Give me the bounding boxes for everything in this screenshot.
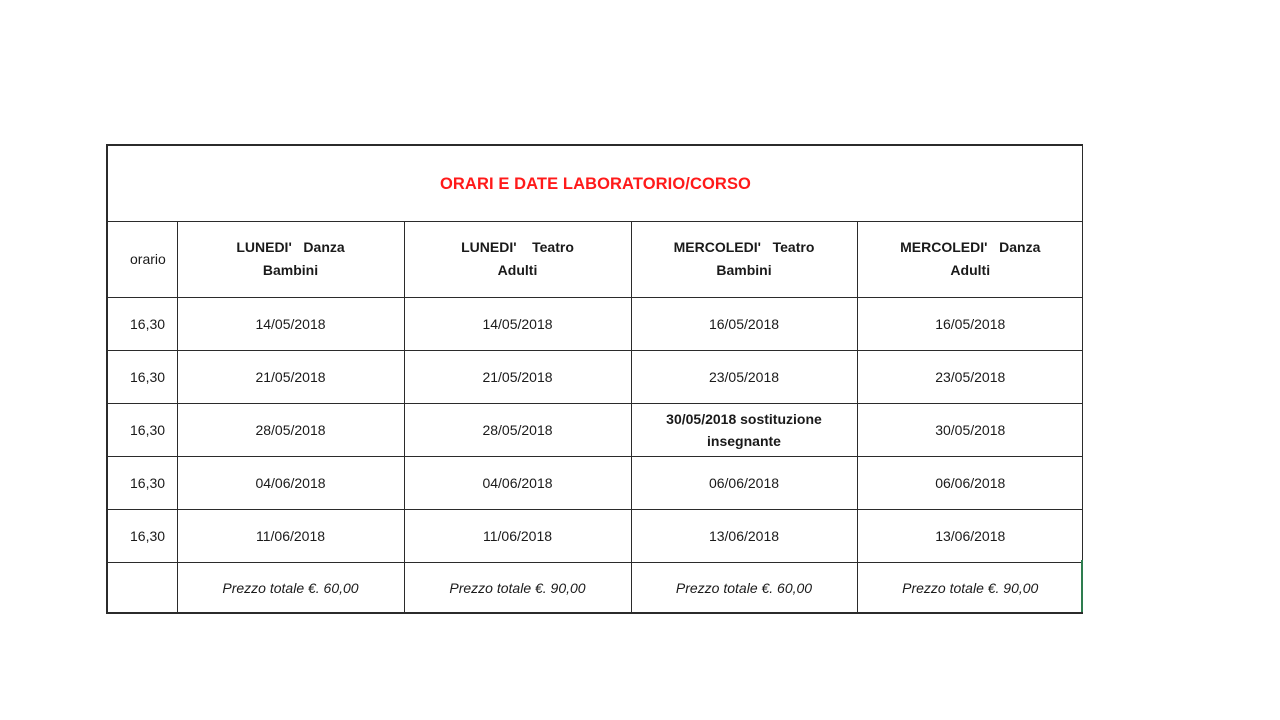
date-cell: 28/05/2018 — [177, 403, 404, 456]
time-cell: 16,30 — [108, 456, 177, 509]
date-cell: 28/05/2018 — [404, 403, 631, 456]
empty-cell — [108, 562, 177, 614]
table-row — [108, 403, 1083, 456]
page-title: ORARI E DATE LABORATORIO/CORSO — [439, 175, 751, 193]
time-cell: 16,30 — [108, 509, 177, 562]
price-total-cell: Prezzo totale €. 60,00 — [177, 562, 404, 614]
header-line1: MERCOLEDI' Danza — [900, 239, 1041, 256]
time-cell: 16,30 — [108, 350, 177, 403]
header-line2: Adulti — [497, 262, 538, 279]
time-cell: 16,30 — [108, 297, 177, 350]
substitution-note: insegnante — [707, 432, 781, 449]
price-total-cell: Prezzo totale €. 90,00 — [857, 562, 1083, 614]
table-row — [108, 350, 1083, 403]
date-cell: 04/06/2018 — [404, 456, 631, 509]
header-row — [108, 222, 1083, 297]
date-cell: 13/06/2018 — [631, 509, 857, 562]
substitution-cell — [631, 403, 857, 456]
date-cell: 06/06/2018 — [857, 456, 1083, 509]
header-line2: Adulti — [950, 262, 991, 279]
date-cell: 16/05/2018 — [631, 297, 857, 350]
header-lunedi-danza — [177, 222, 404, 297]
date-cell: 11/06/2018 — [404, 509, 631, 562]
header-line1: LUNEDI' Teatro — [461, 239, 574, 256]
price-total-cell: Prezzo totale €. 60,00 — [631, 562, 857, 614]
date-cell: 14/05/2018 — [177, 297, 404, 350]
header-mercoledi-danza — [857, 222, 1083, 297]
date-cell: 14/05/2018 — [404, 297, 631, 350]
header-line2: Bambini — [262, 262, 319, 279]
date-cell: 21/05/2018 — [404, 350, 631, 403]
date-cell: 11/06/2018 — [177, 509, 404, 562]
header-line1: MERCOLEDI' Teatro — [673, 239, 815, 256]
date-cell: 13/06/2018 — [857, 509, 1083, 562]
header-mercoledi-teatro — [631, 222, 857, 297]
header-line2: Bambini — [716, 262, 772, 279]
header-orario: orario — [108, 222, 177, 297]
date-cell: 16/05/2018 — [857, 297, 1083, 350]
title-row — [108, 146, 1083, 222]
date-cell: 06/06/2018 — [631, 456, 857, 509]
totals-row — [108, 562, 1083, 614]
date-cell: 30/05/2018 — [857, 403, 1083, 456]
schedule-sheet — [106, 144, 1083, 614]
header-line1: LUNEDI' Danza — [236, 239, 345, 256]
price-total-cell: Prezzo totale €. 90,00 — [404, 562, 631, 614]
table-row — [108, 297, 1083, 350]
substitution-date: 30/05/2018 sostituzione — [666, 410, 822, 427]
table-row — [108, 456, 1083, 509]
date-cell: 23/05/2018 — [631, 350, 857, 403]
date-cell: 04/06/2018 — [177, 456, 404, 509]
date-cell: 23/05/2018 — [857, 350, 1083, 403]
table-row — [108, 509, 1083, 562]
schedule-table — [108, 222, 1083, 614]
date-cell: 21/05/2018 — [177, 350, 404, 403]
time-cell: 16,30 — [108, 403, 177, 456]
header-lunedi-teatro — [404, 222, 631, 297]
cell-selection-edge — [1081, 560, 1083, 612]
